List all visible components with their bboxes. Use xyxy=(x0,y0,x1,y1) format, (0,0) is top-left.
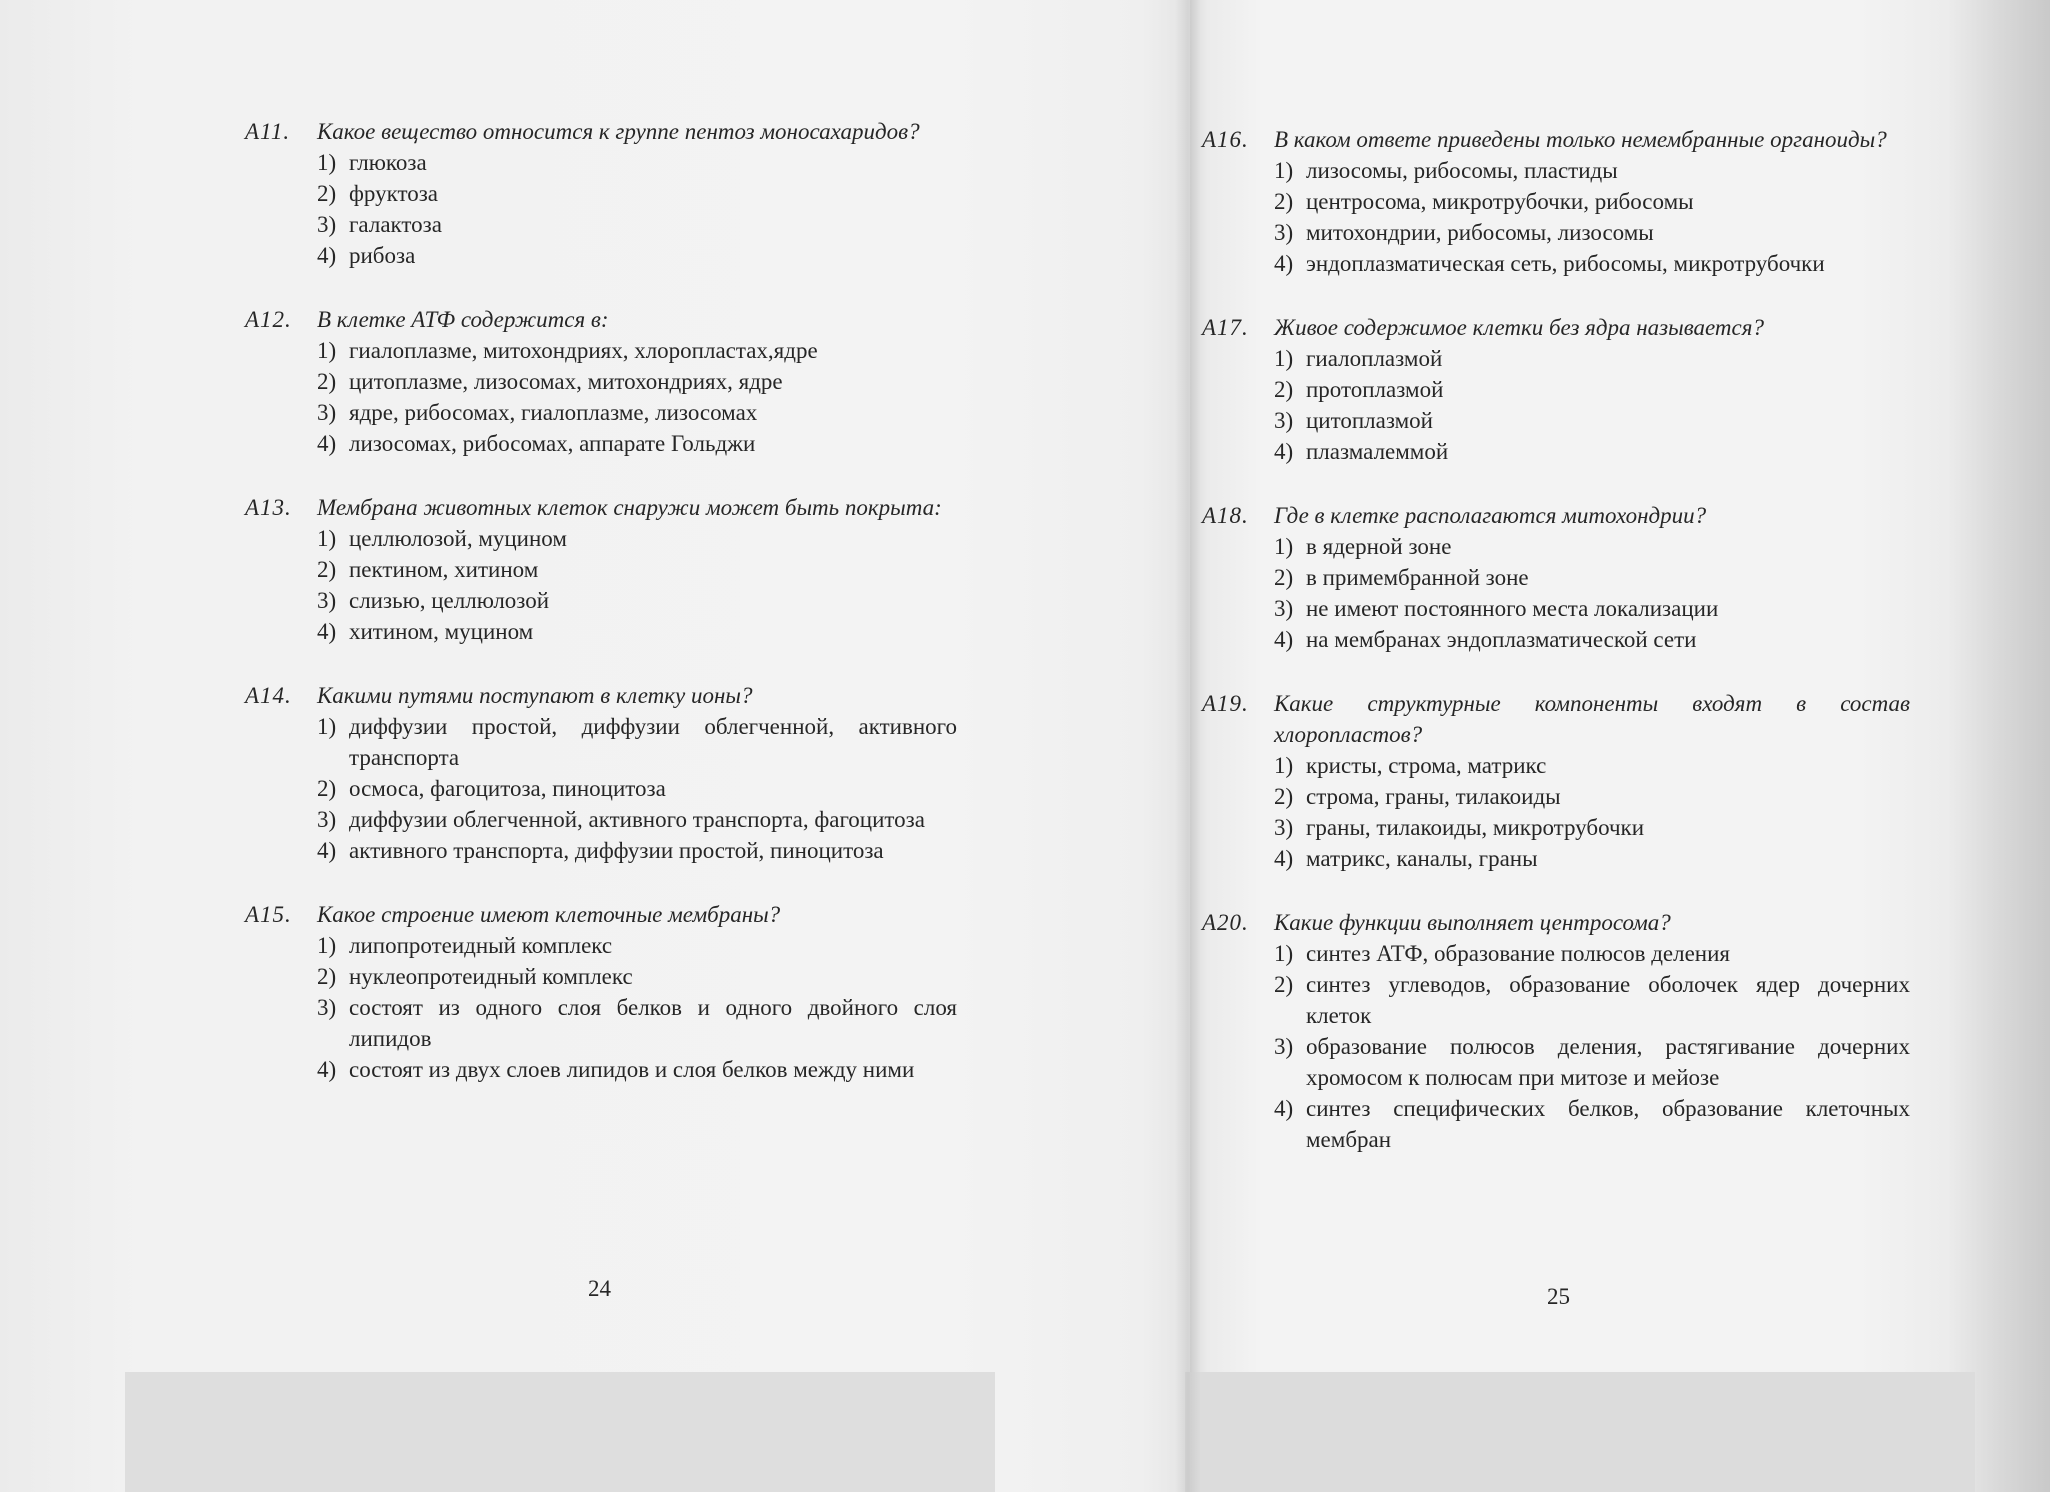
answer-options xyxy=(245,147,957,271)
option-text: осмоса, фагоцитоза, пиноцитоза xyxy=(349,776,666,801)
answer-option xyxy=(1274,781,1910,812)
question-text: Мембрана животных клеток снаружи может быть покрыта: xyxy=(317,495,942,520)
option-number: 3) xyxy=(317,995,337,1020)
option-number: 1) xyxy=(317,338,337,363)
question-text: Какие функции выполняет центросома? xyxy=(1274,910,1671,935)
answer-option xyxy=(1274,248,1910,279)
option-number: 1) xyxy=(1274,534,1294,559)
question-a16 xyxy=(1202,124,1910,279)
option-text: состоят из двух слоев липидов и слоя белков между ними xyxy=(349,1057,915,1082)
option-text: протоплазмой xyxy=(1306,377,1444,402)
question-text: Какие структурные компоненты входят в состав хлоропластов? xyxy=(1274,691,1910,747)
page-number-right: 25 xyxy=(1547,1284,1570,1309)
option-text: образование полюсов деления, растягивание дочерних хромосом к полюсам при митозе и мейозе xyxy=(1306,1034,1910,1090)
option-text: кристы, строма, матрикс xyxy=(1306,753,1547,778)
option-text: в ядерной зоне xyxy=(1306,534,1452,559)
question-header xyxy=(1202,688,1910,750)
question-a11 xyxy=(245,116,957,271)
answer-option xyxy=(1274,374,1910,405)
question-a20 xyxy=(1202,907,1910,1155)
question-number: A12. xyxy=(245,307,292,332)
answer-option xyxy=(1274,562,1910,593)
question-text: В клетке АТФ содержится в: xyxy=(317,307,609,332)
option-number: 3) xyxy=(1274,815,1294,840)
option-number: 4) xyxy=(1274,1096,1294,1121)
question-a17 xyxy=(1202,312,1910,467)
question-number: A19. xyxy=(1202,691,1249,716)
option-text: фруктоза xyxy=(349,181,439,206)
answer-options xyxy=(1202,155,1910,279)
option-number: 3) xyxy=(317,400,337,425)
answer-option xyxy=(317,397,957,428)
answer-option xyxy=(317,335,957,366)
option-number: 2) xyxy=(317,181,337,206)
answer-option xyxy=(1274,624,1910,655)
option-number: 2) xyxy=(317,776,337,801)
answer-option xyxy=(317,961,957,992)
option-text: матрикс, каналы, граны xyxy=(1306,846,1538,871)
question-a15 xyxy=(245,899,957,1085)
question-header xyxy=(1202,124,1910,155)
option-text: гиалоплазмой xyxy=(1306,346,1443,371)
answer-options xyxy=(245,930,957,1085)
question-number: A14. xyxy=(245,683,292,708)
option-number: 3) xyxy=(1274,1034,1294,1059)
answer-options xyxy=(245,711,957,866)
answer-option xyxy=(1274,217,1910,248)
question-number: A15. xyxy=(245,902,292,927)
option-number: 2) xyxy=(317,964,337,989)
page-number-left: 24 xyxy=(588,1276,611,1301)
option-text: граны, тилакоиды, микротрубочки xyxy=(1306,815,1645,840)
question-header xyxy=(245,680,957,711)
question-text: Какими путями поступают в клетку ионы? xyxy=(317,683,753,708)
option-number: 2) xyxy=(1274,377,1294,402)
answer-option xyxy=(317,804,957,835)
answer-option xyxy=(1274,1031,1910,1093)
answer-option xyxy=(1274,405,1910,436)
option-number: 4) xyxy=(317,619,337,644)
question-header xyxy=(1202,500,1910,531)
answer-option xyxy=(317,585,957,616)
answer-option xyxy=(1274,155,1910,186)
option-number: 2) xyxy=(1274,565,1294,590)
answer-option xyxy=(317,178,957,209)
left-page-questions xyxy=(245,116,957,1118)
option-text: целлюлозой, муцином xyxy=(349,526,567,551)
option-number: 1) xyxy=(1274,158,1294,183)
option-text: пектином, хитином xyxy=(349,557,539,582)
option-number: 2) xyxy=(1274,189,1294,214)
option-number: 1) xyxy=(1274,346,1294,371)
question-header xyxy=(1202,907,1910,938)
question-number: A13. xyxy=(245,495,292,520)
answer-option xyxy=(317,711,957,773)
answer-options xyxy=(245,523,957,647)
answer-option xyxy=(317,773,957,804)
option-number: 1) xyxy=(317,933,337,958)
answer-option xyxy=(1274,750,1910,781)
answer-options xyxy=(1202,343,1910,467)
answer-options xyxy=(1202,531,1910,655)
answer-option xyxy=(1274,436,1910,467)
answer-option xyxy=(1274,343,1910,374)
option-text: ядре, рибосомах, гиалоплазме, лизосомах xyxy=(349,400,758,425)
answer-option xyxy=(317,992,957,1054)
answer-option xyxy=(317,1054,957,1085)
question-number: A17. xyxy=(1202,315,1249,340)
question-a14 xyxy=(245,680,957,866)
answer-option xyxy=(317,523,957,554)
answer-option xyxy=(317,616,957,647)
option-number: 2) xyxy=(317,369,337,394)
option-text: глюкоза xyxy=(349,150,427,175)
question-header xyxy=(245,116,957,147)
option-text: активного транспорта, диффузии простой, пиноцитоза xyxy=(349,838,884,863)
option-number: 4) xyxy=(1274,251,1294,276)
question-a18 xyxy=(1202,500,1910,655)
question-a12 xyxy=(245,304,957,459)
option-text: состоят из одного слоя белков и одного двойного слоя липидов xyxy=(349,995,957,1051)
answer-option xyxy=(1274,1093,1910,1155)
question-header xyxy=(245,492,957,523)
answer-option xyxy=(1274,593,1910,624)
question-a13 xyxy=(245,492,957,647)
answer-option xyxy=(317,147,957,178)
answer-option xyxy=(317,428,957,459)
option-number: 3) xyxy=(1274,408,1294,433)
option-text: липопротеидный комплекс xyxy=(349,933,613,958)
option-number: 3) xyxy=(317,212,337,237)
option-number: 4) xyxy=(317,1057,337,1082)
option-number: 4) xyxy=(1274,439,1294,464)
option-text: рибоза xyxy=(349,243,416,268)
option-text: диффузии простой, диффузии облегченной, активного транспорта xyxy=(349,714,957,770)
option-number: 2) xyxy=(1274,784,1294,809)
option-text: цитоплазмой xyxy=(1306,408,1433,433)
option-number: 1) xyxy=(317,714,337,739)
option-text: митохондрии, рибосомы, лизосомы xyxy=(1306,220,1654,245)
question-text: Какое вещество относится к группе пентоз моносахаридов? xyxy=(317,119,920,144)
option-number: 4) xyxy=(317,431,337,456)
question-number: A11. xyxy=(245,119,291,144)
option-text: диффузии облегченной, активного транспорта, фагоцитоза xyxy=(349,807,925,832)
question-header xyxy=(1202,312,1910,343)
answer-option xyxy=(1274,531,1910,562)
option-text: нуклеопротеидный комплекс xyxy=(349,964,633,989)
option-text: хитином, муцином xyxy=(349,619,534,644)
answer-option xyxy=(317,240,957,271)
option-text: на мембранах эндоплазматической сети xyxy=(1306,627,1697,652)
option-text: не имеют постоянного места локализации xyxy=(1306,596,1719,621)
option-text: галактоза xyxy=(349,212,442,237)
option-text: центросома, микротрубочки, рибосомы xyxy=(1306,189,1694,214)
right-page-questions xyxy=(1202,124,1910,1188)
scan-margin-left xyxy=(125,1372,995,1492)
question-number: A20. xyxy=(1202,910,1249,935)
question-a19 xyxy=(1202,688,1910,874)
option-number: 1) xyxy=(1274,941,1294,966)
option-text: плазмалеммой xyxy=(1306,439,1449,464)
option-number: 4) xyxy=(1274,627,1294,652)
option-text: синтез специфических белков, образование клеточных мембран xyxy=(1306,1096,1910,1152)
option-number: 4) xyxy=(317,243,337,268)
answer-option xyxy=(1274,938,1910,969)
option-text: эндоплазматическая сеть, рибосомы, микротрубочки xyxy=(1306,251,1825,276)
question-number: A16. xyxy=(1202,127,1249,152)
answer-option xyxy=(1274,843,1910,874)
option-number: 1) xyxy=(317,150,337,175)
question-text: Живое содержимое клетки без ядра называется? xyxy=(1274,315,1764,340)
question-text: Где в клетке располагаются митохондрии? xyxy=(1274,503,1707,528)
option-number: 2) xyxy=(317,557,337,582)
option-text: цитоплазме, лизосомах, митохондриях, ядре xyxy=(349,369,783,394)
option-text: слизью, целлюлозой xyxy=(349,588,550,613)
answer-option xyxy=(317,209,957,240)
answer-option xyxy=(1274,186,1910,217)
question-text: Какое строение имеют клеточные мембраны? xyxy=(317,902,781,927)
answer-option xyxy=(317,930,957,961)
option-number: 4) xyxy=(1274,846,1294,871)
option-number: 2) xyxy=(1274,972,1294,997)
option-text: строма, граны, тилакоиды xyxy=(1306,784,1561,809)
answer-option xyxy=(317,554,957,585)
question-text: В каком ответе приведены только немембранные органоиды? xyxy=(1274,127,1887,152)
scan-margin-right xyxy=(1185,1372,1975,1492)
option-number: 1) xyxy=(1274,753,1294,778)
option-text: лизосомы, рибосомы, пластиды xyxy=(1306,158,1618,183)
option-number: 3) xyxy=(317,588,337,613)
question-header xyxy=(245,899,957,930)
book-gutter xyxy=(1175,0,1201,1492)
option-text: в примембранной зоне xyxy=(1306,565,1529,590)
question-header xyxy=(245,304,957,335)
answer-option xyxy=(317,835,957,866)
question-number: A18. xyxy=(1202,503,1249,528)
answer-option xyxy=(317,366,957,397)
option-number: 3) xyxy=(1274,220,1294,245)
answer-option xyxy=(1274,969,1910,1031)
option-text: синтез углеводов, образование оболочек ядер дочерних клеток xyxy=(1306,972,1910,1028)
answer-options xyxy=(1202,938,1910,1155)
option-text: лизосомах, рибосомах, аппарате Гольджи xyxy=(349,431,756,456)
option-number: 3) xyxy=(1274,596,1294,621)
option-number: 3) xyxy=(317,807,337,832)
option-text: гиалоплазме, митохондриях, хлоропластах,ядре xyxy=(349,338,818,363)
option-number: 1) xyxy=(317,526,337,551)
answer-option xyxy=(1274,812,1910,843)
option-number: 4) xyxy=(317,838,337,863)
answer-options xyxy=(1202,750,1910,874)
answer-options xyxy=(245,335,957,459)
option-text: синтез АТФ, образование полюсов деления xyxy=(1306,941,1730,966)
